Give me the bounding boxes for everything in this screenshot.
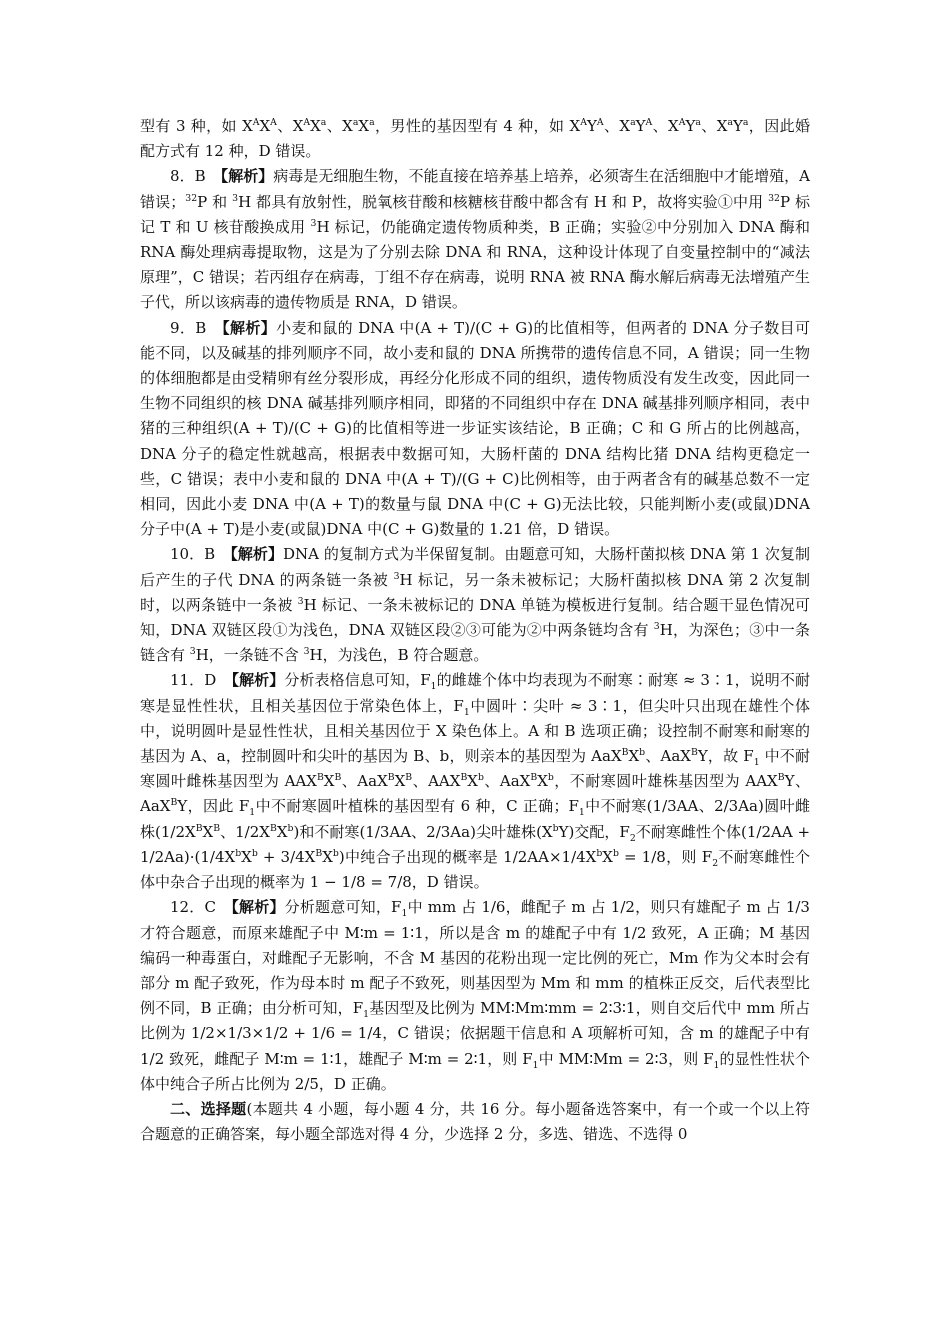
superscript: B [530,772,538,784]
subscript: 1 [401,908,408,920]
text-run: X [322,847,333,866]
bold-label: 二、选择题 [170,1099,247,1118]
bold-label: 【解析】 [231,898,285,917]
answer-10-explanation [140,542,810,668]
text-run: H 标记，仍能确定遗传物质种类，B 正确；实验②中分别加入 DNA 酶和 RNA 酶处理病毒提取物，这是为了分别去除 DNA 和 RNA，这种设计体现了自变量控制中的“减法原理”，C 错误；若丙组存在病毒，丁组不存在病毒，说明 RNA 被 RNA 酶水解后病毒无法增殖产生子代，所以该病毒的遗传物质是 RNA，D 错误。 [140,217,810,312]
superscript: b [287,822,294,834]
text-run: ，男性的基因型有 4 种，如 X [374,117,581,135]
text-run: 中不耐寒(1/3AA、2/3Aa)圆叶雌株(1/2X [140,797,810,841]
superscript: b [477,772,484,784]
text-run: H，为深色；③中一条链含有 [140,621,810,665]
text-run: X [394,772,406,791]
text-run: 、1/2X [220,822,270,841]
text-run: X [358,117,370,135]
superscript: 32 [768,192,780,204]
answer-11-explanation [140,668,810,895]
superscript: b [332,847,339,859]
superscript: B [213,822,221,834]
superscript: 3 [232,192,239,204]
text-run: 、AaX [483,772,531,791]
text-run: (本题共 4 小题，每小题 4 分，共 16 分。每小题备选答案中，有一个或一个以上符合题意的正确答案，每小题全部选对得 4 分，少选择 2 分，多选、错选、不选得 0 [140,1099,810,1144]
superscript: B [460,772,468,784]
text-run: + 3/4X [257,847,316,866]
answer-explanation-page [140,114,810,1147]
answer-8-explanation [140,164,810,315]
text-run: = 1/8，则 F [618,847,713,866]
superscript: A [303,117,311,128]
superscript: B [195,822,203,834]
text-run: H，为浅色，B 符合题意。 [309,646,489,665]
bold-label: 【解析】 [220,167,274,186]
answer-9-explanation [140,316,810,543]
text-run: Y [586,117,597,135]
superscript: 32 [185,192,198,204]
text-run: 9．B [170,318,223,337]
text-run: H 都具有放射性，脱氧核苷酸和核糖核苷酸中都含有 H 和 P，故将实验①中用 [238,192,769,211]
subscript: 1 [532,1059,539,1071]
superscript: 3 [189,646,196,658]
subscript: 1 [578,807,585,819]
text-run: DNA 的复制方式为半保留复制。由题意可知，大肠杆菌拟核 DNA 第 1 次复制后产生的子代 DNA 的两条链一条被 [140,545,810,589]
text-run: X [628,747,640,766]
text-run: Y)交配，F [558,822,630,841]
superscript: B [777,772,785,784]
text-run: Y [685,117,696,135]
superscript: A [252,117,260,128]
superscript: a [352,117,359,128]
superscript: B [387,772,395,784]
superscript: B [405,772,413,784]
text-run: X [259,117,271,135]
superscript: A [596,117,604,128]
text-run: 10．B [170,545,231,564]
text-run: 分析表格信息可知，F [284,671,431,690]
answer-12-explanation [140,895,810,1097]
text-run: X [276,822,288,841]
superscript: A [580,117,587,128]
text-run: 分析题意可知，F [284,898,402,917]
text-run: 、X [652,117,679,135]
text-run: Y [732,117,743,135]
subscript: 1 [249,807,256,819]
bold-label: 【解析】 [230,545,284,564]
text-run: X [602,847,613,866]
text-run: Y，因此 F [177,797,250,816]
superscript: 3 [310,217,317,229]
superscript: B [315,847,323,859]
text-run: X [467,772,478,791]
text-run: 中 mm 占 1/6，雌配子 m 占 1/2，则只有雄配子 m 占 1/3 才符合题意，而原来雄配子中 M∶m = 1∶1，所以是含 m 的雄配子中有 1/2 致死，A 正确；M 基因编码一种毒蛋白，对雌配子无影响，不含 M 基因的花粉出现一定比例的死亡，Mm 作为父本时会有部分 m 配子致死，作为母本时 m 配子不致死，则基因型为 Mm 和 mm 的植株正反交，后代表型比例不同，B 正确；由分析可知，F [140,898,810,1018]
text-run: Y，故 F [697,747,754,766]
superscript: B [316,772,324,784]
text-run: 12．C [170,898,232,917]
text-run: H 标记、一条未被标记的 DNA 单链为模板进行复制。结合题干显色情况可知，DNA 双链区段①为浅色，DNA 双链区段②③可能为②中两条链均含有 [140,595,810,640]
superscript: b [612,847,619,859]
text-run: ，因此婚配方式有 12 种，D 错误。 [140,117,811,161]
superscript: A [678,117,686,128]
superscript: A [270,117,277,128]
text-run: X [323,772,335,791]
text-run: X [202,822,214,841]
subscript: 1 [430,681,437,693]
text-run: 不耐寒雌性个体(1/2AA + 1/2Aa)·(1/4X [140,822,811,866]
text-run: 基因型及比例为 MM∶Mm∶mm = 2∶3∶1，则自交后代中 mm 所占比例为 1/2×1/3×1/2 + 1/6 = 1/4，C 错误；依据题干信息和 A 项解析可知，含 m 的雄配子中有 1/2 致死，雌配子 M∶m = 1∶1，雄配子 M∶m = 2∶1，则 F [140,999,810,1068]
subscript: 1 [713,1059,720,1071]
section-2-heading [140,1097,810,1147]
superscript: b [235,847,242,859]
superscript: a [742,117,749,128]
text-run: 的雌雄个体中均表现为不耐寒∶耐寒 ≈ 3∶1，说明不耐寒是显性性状，且相关基因位于常染色体上，F [140,671,810,715]
text-run: P 和 [197,192,233,211]
text-run: 、AaX [645,747,691,766]
superscript: a [630,117,636,128]
subscript: 2 [629,832,636,844]
superscript: b [596,847,603,859]
superscript: 3 [393,570,400,582]
text-run: H，一条链不含 [195,646,304,665]
text-run: 、AAX [412,772,461,791]
text-run: 型有 3 种，如 X [140,117,253,135]
superscript: 3 [653,621,660,633]
text-run: 、X [326,117,353,135]
subscript: 1 [753,757,760,769]
text-run: )中纯合子出现的概率是 1/2AA×1/4X [338,847,597,866]
superscript: 3 [297,595,304,607]
superscript: B [170,797,178,809]
text-run: 、X [276,117,304,135]
text-run: 11．D [170,671,232,690]
text-run: 、X [603,117,631,135]
text-run: 不耐寒雌性个体中杂合子出现的概率为 1 − 1/8 = 7/8，D 错误。 [140,847,810,892]
text-run: X [310,117,321,135]
text-run: ，不耐寒圆叶雄株基因型为 AAX [553,772,778,791]
superscript: b [639,747,646,759]
text-run: 8．B [170,167,221,186]
paragraph-continuation [140,114,810,164]
text-run: 小麦和鼠的 DNA 中(A + T)/(C + G)的比值相等，但两者的 DNA 分子数目可能不同，以及碱基的排列顺序不同，故小麦和鼠的 DNA 所携带的遗传信息不同，A 错误；同一生物的体细胞都是由受精卵有丝分裂形成，再经分化形成不同的组织，遗传物质没有发生改变，因此同一生物不同组织的核 DNA 碱基排列顺序相同，即猪的不同组织中存在 DNA 碱基排列顺序相同，表中猪的三种组织(A + T)/(C + G)的比值相等进一步证实该结论，B 正确；C 和 G 所占的比例越高，DNA 分子的稳定性就越高，根据表中数据可知，大肠杆菌的 DNA 结构比猪 DNA 结构更稳定一些，C 错误；表中小麦和鼠的 DNA 中(A + T)/(G + C)比例相等，由于两者含有的碱基总数不一定相同，因此小麦 DNA 中(A + T)的数量与鼠 DNA 中(C + G)无法比较，只能判断小麦(或鼠)DNA 分子中(A + T)是小麦(或鼠)DNA 中(C + G)数量的 1.21 倍，D 错误。 [140,318,810,539]
superscript: a [727,117,733,128]
superscript: B [690,747,698,759]
text-run: Y、AaX [140,772,810,816]
subscript: 1 [463,706,470,718]
text-run: 中不耐寒圆叶植株的基因型有 6 种，C 正确；F [255,797,579,816]
text-run: 、AaX [341,772,388,791]
text-run: 的显性性状个体中纯合子所占比例为 2/5，D 正确。 [140,1049,810,1093]
bold-label: 【解析】 [231,671,285,690]
superscript: a [695,117,701,128]
text-run: )和不耐寒(1/3AA、2/3Aa)尖叶雄株(X [293,822,553,841]
text-run: X [241,847,252,866]
superscript: 3 [303,646,310,658]
superscript: b [251,847,258,859]
superscript: B [269,822,277,834]
bold-label: 【解析】 [222,318,277,337]
text-run: 中不耐寒圆叶雌株基因型为 AAX [140,747,810,791]
text-run: 中 MM∶Mm = 2∶3，则 F [538,1049,714,1068]
subscript: 2 [712,857,719,869]
subscript: 1 [363,1009,370,1021]
superscript: a [369,117,375,128]
text-run: Y [635,117,646,135]
superscript: A [645,117,653,128]
text-run: 病毒是无细胞生物，不能直接在培养基上培养，必须寄生在活细胞中才能增殖，A 错误； [140,167,810,211]
text-run: H 标记，另一条未被标记；大肠杆菌拟核 DNA 第 2 次复制时，以两条链中一条被 [140,570,811,614]
text-run: 、X [700,117,728,135]
superscript: b [547,772,554,784]
text-run: 中圆叶∶尖叶 ≈ 3∶1，但尖叶只出现在雄性个体中，说明圆叶是显性性状，且相关基因位于 X 染色体上。A 和 B 选项正确；设控制不耐寒和耐寒的基因为 A、a，控制圆叶和尖叶的基因为 B、b，则亲本的基因型为 AaX [140,696,810,766]
superscript: B [334,772,342,784]
superscript: a [320,117,327,128]
superscript: b [552,822,559,834]
text-run: P 标记 T 和 U 核苷酸换成用 [140,192,810,236]
text-run: X [537,772,548,791]
superscript: B [621,747,629,759]
